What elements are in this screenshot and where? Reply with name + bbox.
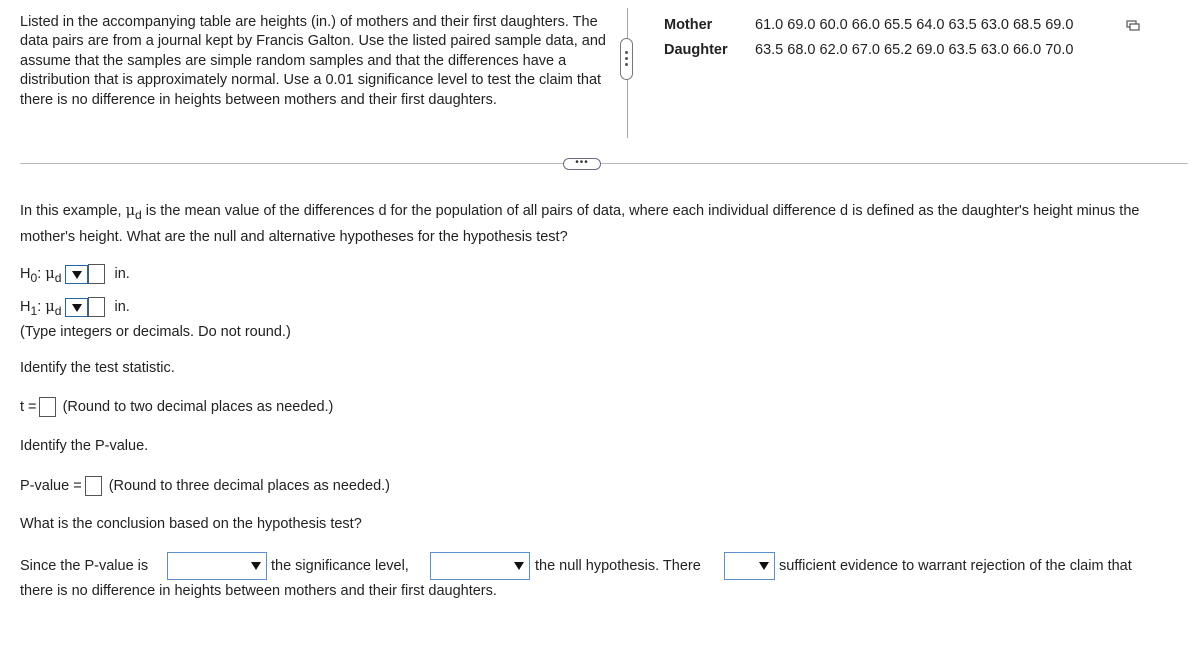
table-row-label-mother: Mother [664, 17, 713, 33]
pvalue-label: P-value = [20, 478, 82, 494]
h1-subscript: 1 [30, 303, 38, 318]
h0-value-input[interactable] [88, 264, 105, 284]
h0-operator-dropdown[interactable] [65, 265, 88, 284]
h0-mu-subscript: d [54, 270, 62, 285]
pvalue-instruction: (Round to three decimal places as needed.) [108, 478, 391, 494]
drag-handle-icon[interactable] [620, 38, 633, 80]
mu-subscript: d [135, 207, 142, 222]
h1-mu: μ [45, 299, 55, 315]
conclusion-text-4: sufficient evidence to warrant rejection of the claim that [779, 558, 1132, 574]
h0-subscript: 0 [30, 270, 38, 285]
h0-label: H [20, 266, 31, 282]
chevron-down-icon [514, 562, 524, 570]
table-row-label-daughter: Daughter [664, 42, 728, 58]
question-pre: In this example, [20, 203, 126, 219]
t-label: t = [20, 399, 37, 415]
pvalue-input[interactable] [85, 476, 102, 496]
test-statistic-prompt: Identify the test statistic. [20, 360, 175, 376]
conclusion-text-3: the null hypothesis. There [535, 558, 701, 574]
table-row-values-daughter: 63.5 68.0 62.0 67.0 65.2 69.0 63.5 63.0 66.0 70.0 [755, 42, 1074, 58]
h1-label: H [20, 299, 31, 315]
mu-symbol: μ [125, 203, 136, 219]
horizontal-divider [20, 163, 1188, 164]
question-post: is the mean value of the differences d for the population of all pairs of data, where each individual difference d is defined as the daughter's height minus the mother's height. What are the null and alternative hypotheses for the hypothesis test? [20, 203, 1140, 245]
conclusion-text-1: Since the P-value is [20, 558, 149, 574]
t-instruction: (Round to two decimal places as needed.) [62, 399, 334, 415]
h1-value-input[interactable] [88, 297, 105, 317]
h1-unit: in. [114, 299, 130, 315]
problem-statement: Listed in the accompanying table are heights (in.) of mothers and their first daughters. The data pairs are from a journal kept by Francis Galton. Use the listed paired sample data, and assume that the samples are simple random samples and that the differences have a distribution that is approximately normal. Use a 0.01 significance level to test the claim that there is no difference in heights between mothers and their first daughters. [20, 14, 606, 108]
chevron-down-icon [72, 271, 82, 279]
h0-unit: in. [114, 266, 130, 282]
pvalue-comparison-dropdown[interactable] [167, 552, 267, 580]
hypotheses-instruction: (Type integers or decimals. Do not round.) [20, 324, 291, 340]
h0-mu: μ [45, 266, 55, 282]
pvalue-row [20, 476, 390, 496]
copy-icon[interactable] [1126, 20, 1140, 32]
h1-mu-subscript: d [54, 303, 62, 318]
chevron-down-icon [72, 304, 82, 312]
more-icon[interactable]: ••• [563, 158, 601, 170]
h0-colon: : [37, 266, 42, 282]
chevron-down-icon [759, 562, 769, 570]
h1-row [20, 297, 130, 321]
conclusion-text-2: the significance level, [271, 558, 409, 574]
conclusion-text-5: there is no difference in heights between mothers and their first daughters. [20, 583, 497, 599]
t-value-input[interactable] [39, 397, 56, 417]
conclusion-prompt: What is the conclusion based on the hypothesis test? [20, 516, 362, 532]
chevron-down-icon [251, 562, 261, 570]
h1-colon: : [37, 299, 42, 315]
question-text [20, 200, 1185, 248]
pvalue-prompt: Identify the P-value. [20, 438, 149, 454]
hypothesis-decision-dropdown[interactable] [430, 552, 530, 580]
test-statistic-row [20, 397, 333, 417]
evidence-dropdown[interactable] [724, 552, 775, 580]
h0-row [20, 264, 130, 288]
h1-operator-dropdown[interactable] [65, 298, 88, 317]
table-row-values-mother: 61.0 69.0 60.0 66.0 65.5 64.0 63.5 63.0 68.5 69.0 [755, 17, 1074, 33]
